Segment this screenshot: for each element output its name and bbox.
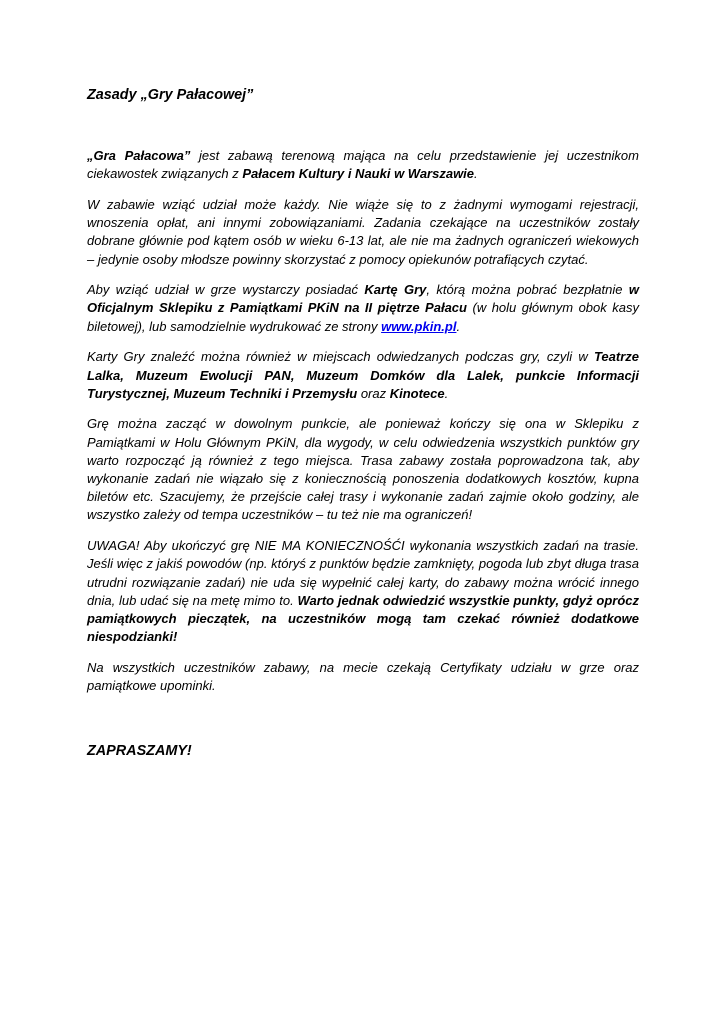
certificates-text: Na wszystkich uczestników zabawy, na mecie czekają Certyfikaty udziału w grze oraz pamiątkowe upominki. (87, 659, 639, 694)
paragraph-notice (87, 537, 639, 646)
paragraph-certificates (87, 659, 639, 695)
pkin-website-link[interactable]: www.pkin.pl (381, 318, 457, 334)
paragraph-intro (87, 147, 639, 183)
kinoteka-name: Kinotece (389, 385, 445, 401)
notice-bold-text: Warto jednak odwiedzić wszystkie punkty, gdyż oprócz pamiątkowych pieczątek, na uczestników mogą tam czekać również dodatkowe niespodzianki! (87, 592, 640, 645)
shop-location: w Oficjalnym Sklepiku z Pamiątkami PKiN na II piętrze Pałacu (87, 282, 639, 316)
document-body (87, 147, 639, 708)
document-title: Zasady „Gry Pałacowej” (87, 87, 254, 103)
locations-list: Teatrze Lalka, Muzeum Ewolucji PAN, Muzeum Domków dla Lalek, punkcie Informacji Turystycznej, Muzeum Techniki i Przemysłu (87, 349, 639, 401)
notice-text: UWAGA! Aby ukończyć grę NIE MA KONIECZNOŚĆI wykonania wszystkich zadań na trasie. Jeśli więc z jakiś powodów (np. któryś z punktów będzie zamknięty, pogoda lub zbyt długa trasa utrudni rozwiązanie zadań) nie uda się wypełnić całej karty, do zabawy można wrócić innego dnia, lub udać się na metę mimo to. (87, 538, 639, 608)
card-text-3: (w holu głównym obok kasy biletowej), lub samodzielnie wydrukować ze strony (87, 300, 640, 334)
locations-end: . (444, 385, 449, 401)
participation-text: W zabawie wziąć udział może każdy. Nie wiąże się to z żadnymi wymogami rejestracji, wnoszenia opłat, ani innymi zobowiązaniami. Zadania czekające na uczestników zostały dobrane głównie pod kątem osób w wieku 6-13 lat, ale nie ma żadnych ograniczeń wiekowych – jedynie osoby młodsze powinny skorzystać z pomocy opiekunów potrafiących czytać. (87, 196, 639, 267)
game-card-term: Kartę Gry (364, 282, 427, 298)
route-text: Grę można zacząć w dowolnym punkcie, ale ponieważ kończy się ona w Sklepiku z Pamiątkami w Holu Głównym PKiN, dla wygody, w celu odwiedzenia wszystkich punktów gry warto rozpocząć ją również z tego miejsca. Trasa zabawy została poprowadzona tak, aby wykonanie zadań nie wiązało się z koniecznością ponoszenia dodatkowych kosztów, kupna biletów etc. Szacujemy, że przejście całej trasy i wykonanie zadań zajmie około godziny, ale wszystko zależy od tempa uczestników – tu też nie ma ograniczeń! (87, 416, 639, 523)
locations-text-1: Karty Gry znaleźć można również w miejscach odwiedzanych podczas gry, czyli w (87, 349, 594, 365)
card-text-2: , którą można pobrać bezpłatnie (426, 282, 629, 298)
paragraph-route (87, 415, 639, 524)
intro-end: . (474, 166, 478, 182)
card-text-1: Aby wziąć udział w grze wystarczy posiadać (87, 282, 365, 298)
game-name: „Gra Pałacowa” (87, 148, 191, 163)
paragraph-game-card (87, 281, 639, 336)
paragraph-card-locations (87, 348, 639, 403)
card-text-end: . (456, 318, 461, 334)
intro-text: jest zabawą terenową mająca na celu przedstawienie jej uczestnikom ciekawostek związanych z (87, 148, 639, 182)
palace-name: Pałacem Kultury i Nauki w Warszawie (242, 166, 475, 182)
document-page (87, 0, 639, 1024)
paragraph-participation (87, 196, 639, 269)
locations-text-2: oraz (357, 385, 390, 401)
closing-invitation: ZAPRASZAMY! (87, 743, 192, 759)
